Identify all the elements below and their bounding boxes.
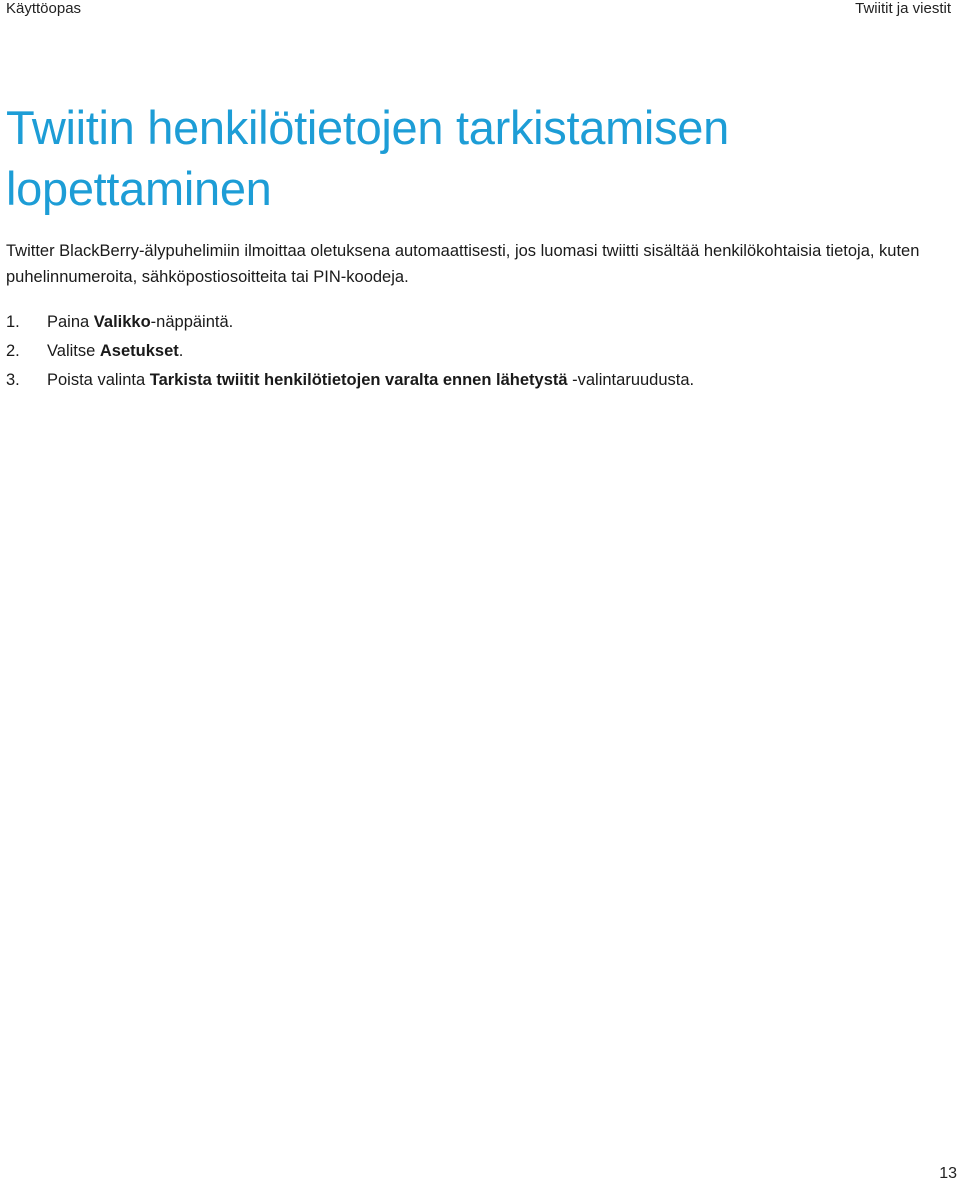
step-text-after: -näppäintä. bbox=[150, 313, 234, 331]
steps-list bbox=[6, 308, 946, 395]
step-item bbox=[6, 337, 946, 366]
intro-paragraph: Twitter BlackBerry-älypuhelimiin ilmoittaa oletuksena automaattisesti, jos luomasi twiitti sisältää henkilökohtaisia tietoja, kuten puhelinnumeroita, sähköpostiosoitteita tai PIN-koodeja. bbox=[6, 242, 920, 286]
page-number: 13 bbox=[939, 1165, 957, 1182]
step-text bbox=[47, 337, 183, 366]
step-text bbox=[47, 366, 694, 395]
step-number: 1. bbox=[6, 313, 20, 331]
step-item bbox=[6, 366, 946, 395]
header-document-title: Käyttöopas bbox=[6, 0, 82, 17]
step-ui-term: Valikko bbox=[93, 313, 151, 331]
step-number: 2. bbox=[6, 342, 20, 360]
step-item bbox=[6, 308, 946, 337]
step-text-before: Poista valinta bbox=[47, 371, 150, 389]
step-text-before: Valitse bbox=[47, 342, 100, 360]
step-text-after: . bbox=[178, 342, 184, 360]
step-text-after: -valintaruudusta. bbox=[567, 371, 695, 389]
header-section-title: Twiitit ja viestit bbox=[855, 0, 951, 17]
step-text bbox=[47, 308, 233, 337]
step-text-before: Paina bbox=[47, 313, 94, 331]
page-title: Twiitin henkilötietojen tarkistamisen lopettaminen bbox=[6, 101, 729, 215]
step-ui-term: Asetukset bbox=[99, 342, 179, 360]
step-ui-term: Tarkista twiitit henkilötietojen varalta ennen lähetystä bbox=[149, 371, 568, 389]
step-number: 3. bbox=[6, 371, 20, 389]
